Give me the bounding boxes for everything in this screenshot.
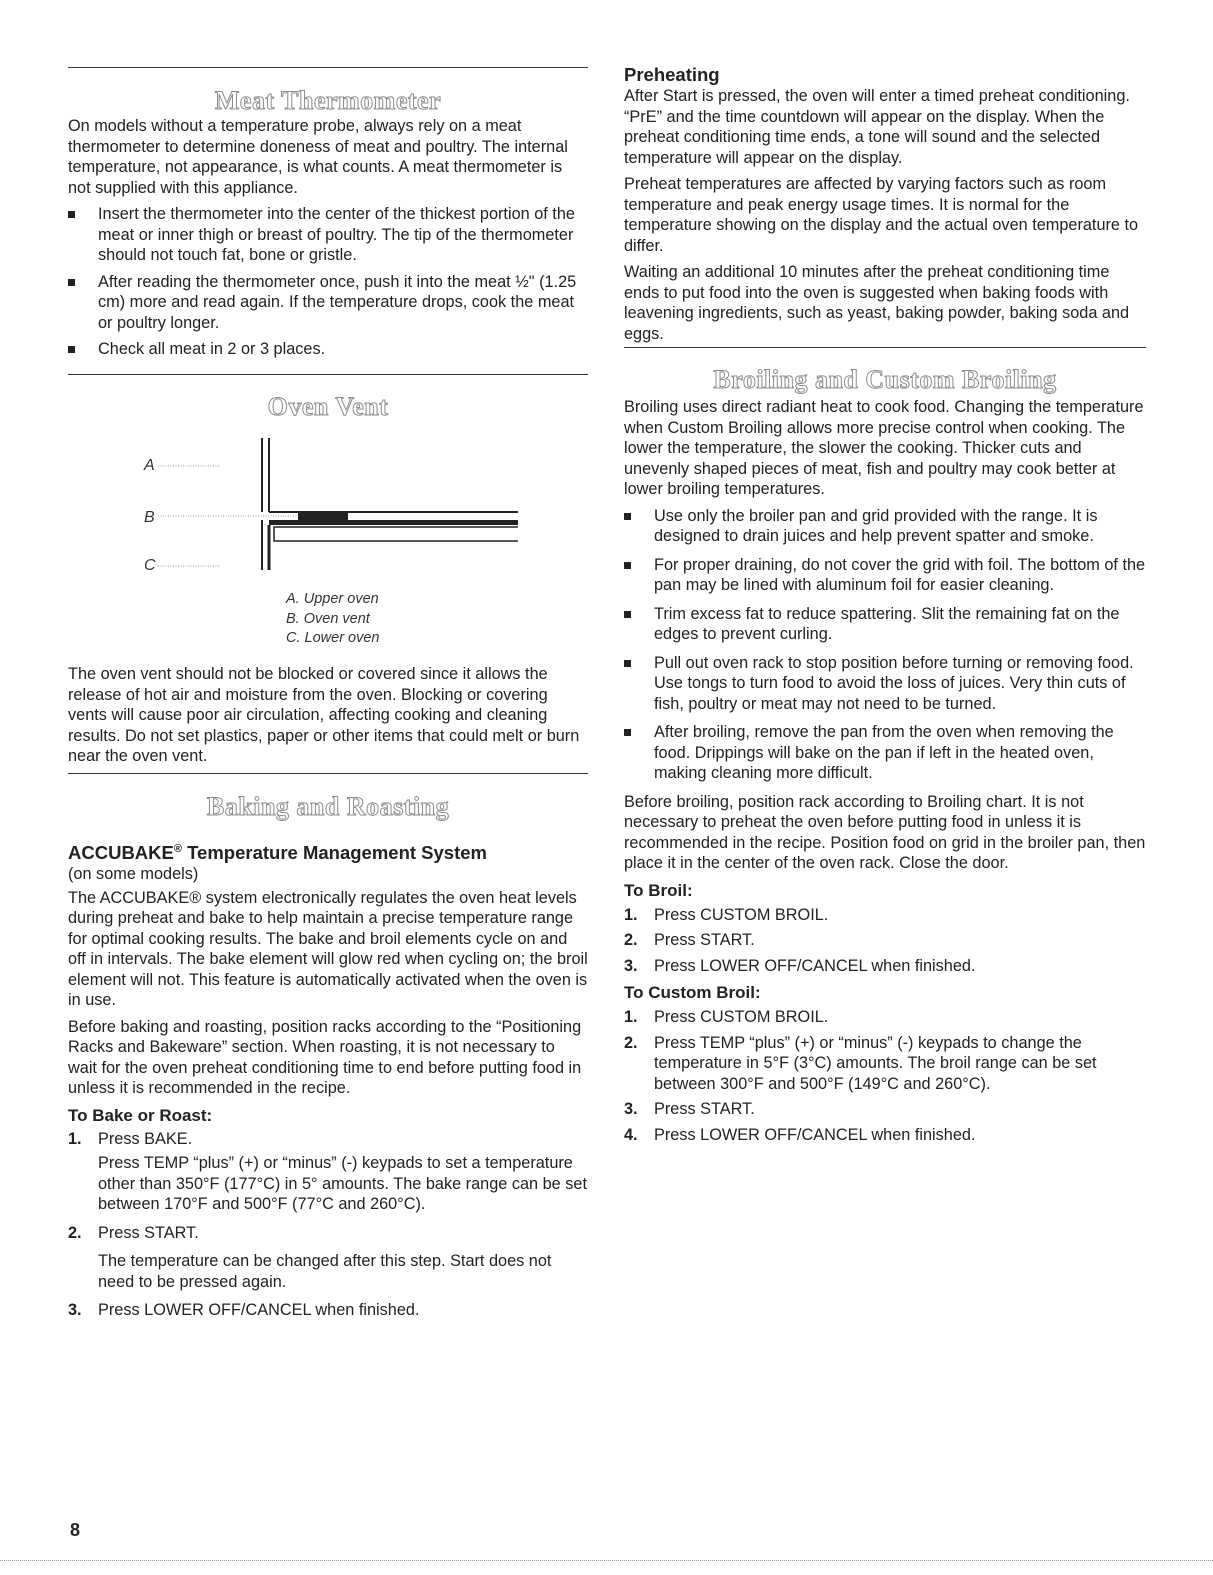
bullet-icon — [624, 562, 631, 569]
to-custom-broil-heading: To Custom Broil: — [624, 983, 761, 1002]
list-item: 1. Press CUSTOM BROIL. — [624, 905, 829, 924]
preheating-heading: Preheating — [624, 64, 720, 85]
list-item: For proper draining, do not cover the grid with foil. The bottom of the pan may be lined with aluminum foil for easier cleaning. — [624, 555, 1146, 596]
broiling-section — [624, 397, 1146, 1145]
list-item: Use only the broiler pan and grid provided with the range. It is designed to drain juices and help prevent spatter and smoke. — [624, 506, 1146, 547]
accubake-subheading: (on some models) — [68, 865, 199, 884]
vent-channel — [274, 527, 518, 541]
oven-vent-diagram — [138, 430, 518, 580]
section-rule — [68, 67, 588, 68]
section-title-baking-roasting: Baking and Roasting — [206, 792, 450, 821]
cooktop-panel — [269, 520, 518, 525]
list-item: Trim excess fat to reduce spattering. Slit the remaining fat on the edges to prevent curling. — [624, 604, 1146, 645]
bullet-icon — [624, 729, 631, 736]
list-item: Check all meat in 2 or 3 places. — [68, 339, 588, 360]
preheating-paragraph-3: Waiting an additional 10 minutes after the preheat conditioning time ends to put food into the oven is suggested when baking foods with leavening ingredients, such as yeast, baking powder, baking soda and eggs. — [624, 263, 1130, 343]
broiling-before-paragraph: Before broiling, position rack according to Broiling chart. It is not necessary to preheat the oven before putting food in unless it is recommended in the recipe. Position food on grid in the broiler pan, then place it in the center of the oven rack. Close the door. — [624, 792, 1146, 872]
broiling-intro: Broiling uses direct radiant heat to cook food. Changing the temperature when Custom Broiling allows more precise control when cooking. The lower the temperature, the slower the cooking. Thicker cuts and unevenly shaped pieces of meat, fish and poultry may cook better at lower broiling temperatures. — [624, 398, 1144, 498]
to-broil-steps — [624, 905, 1146, 977]
preheating-paragraph-1: After Start is pressed, the oven will enter a timed preheat conditioning. “PrE” and the time countdown will appear on the display. When the preheat conditioning time ends, a tone will sound and the selected temperature will appear on the display. — [624, 87, 1130, 167]
oven-vent-body: The oven vent should not be blocked or covered since it allows the release of hot air and moisture from the oven. Blocking or covering vents will cause poor air circulation, affecting cooking and cleaning results. Do not set plastics, paper or other items that could melt or burn near the oven vent. — [68, 665, 580, 765]
bullet-icon — [68, 346, 75, 353]
accubake-paragraph-1: The ACCUBAKE® system electronically regulates the oven heat levels during preheat and bake to help maintain a precise temperature range for optimal cooking results. The bake and broil elements cycle on and off in intervals. The bake element will glow red when cycling on; the broil element will not. This feature is automatically activated when the oven is in use. — [68, 888, 588, 1010]
figure-captions — [286, 590, 380, 649]
section-title-meat-thermometer: Meat Thermometer — [214, 86, 442, 115]
diagram-label-a: A — [144, 457, 155, 474]
preheating-paragraph-2: Preheat temperatures are affected by varying factors such as room temperature and peak energy usage times. It is normal for the temperature showing on the display and the actual oven temperature to differ. — [624, 175, 1139, 255]
broiling-bullets — [624, 506, 1146, 784]
meat-thermometer-intro: On models without a temperature probe, always rely on a meat thermometer to determine doneness of meat and poultry. The internal temperature, not appearance, is what counts. A meat thermometer is not supplied with this appliance. — [68, 117, 568, 197]
preheating-section — [624, 64, 1146, 344]
caption-lower-oven: C. Lower oven — [286, 630, 380, 646]
accubake-heading: ACCUBAKE® Temperature Management System — [68, 842, 487, 864]
list-item: After broiling, remove the pan from the oven when removing the food. Drippings will bake on the pan if left in the heated oven, making cleaning more difficult. — [624, 722, 1146, 784]
diagram-label-b: B — [144, 509, 155, 526]
section-title-broiling: Broiling and Custom Broiling — [713, 365, 1057, 394]
list-item: Insert the thermometer into the center of the thickest portion of the meat or inner thigh or breast of poultry. The tip of the thermometer should not touch fat, bone or gristle. — [68, 204, 588, 266]
accubake-paragraph-2: Before baking and roasting, position racks according to the “Positioning Racks and Bakeware” section. When roasting, it is not necessary to wait for the oven preheat conditioning time to end before putting food in unless it is recommended in the recipe. — [68, 1017, 582, 1098]
page-number: 8 — [70, 1520, 81, 1540]
caption-upper-oven: A. Upper oven — [286, 591, 379, 607]
caption-oven-vent: B. Oven vent — [286, 610, 370, 627]
list-item: 3. Press START. — [624, 1100, 755, 1118]
list-item: Pull out oven rack to stop position before turning or removing food. Use tongs to turn food to avoid the loss of juices. Very thin cuts of fish, poultry or meat may not need to be turned. — [624, 653, 1146, 715]
list-item: 3. Press LOWER OFF/CANCEL when finished. — [624, 956, 976, 975]
bullet-icon — [68, 211, 75, 218]
bullet-icon — [624, 513, 631, 520]
list-item: After reading the thermometer once, push it into the meat ½" (1.25 cm) more and read again. If the temperature drops, cook the meat or poultry longer. — [68, 272, 588, 334]
list-item: 1. Press BAKE. Press TEMP “plus” (+) or “minus” (-) keypads to set a temperature other than 350°F (177°C) in 5° amounts. The bake range can be set between 170°F and 500°F (77°C and 260°C). — [68, 1129, 587, 1214]
list-item: 4. Press LOWER OFF/CANCEL when finished. — [624, 1125, 976, 1144]
meat-thermometer-section — [68, 116, 588, 360]
bullet-icon — [624, 660, 631, 667]
page-bottom-rule — [0, 1560, 1213, 1561]
baking-section — [68, 838, 588, 1321]
list-item: 2. Press START. The temperature can be changed after this step. Start does not need to be pressed again. — [68, 1223, 552, 1291]
list-item: 2. Press TEMP “plus” (+) or “minus” (-) keypads to change the temperature in 5°F (3°C) amounts. The broil range can be set between 300°F and 500°F (149°C and 260°C). — [624, 1033, 1097, 1093]
oven-vent-slot — [298, 512, 348, 520]
meat-thermometer-bullets — [68, 204, 588, 360]
bullet-icon — [68, 279, 75, 286]
to-custom-broil-steps — [624, 1007, 1146, 1145]
section-rule — [624, 347, 1146, 348]
section-rule — [68, 773, 588, 774]
section-rule — [68, 374, 588, 375]
diagram-label-c: C — [144, 557, 156, 574]
to-bake-heading: To Bake or Roast: — [68, 1105, 213, 1125]
bullet-icon — [624, 611, 631, 618]
to-broil-heading: To Broil: — [624, 880, 693, 900]
to-bake-steps — [68, 1129, 588, 1321]
list-item: 1. Press CUSTOM BROIL. — [624, 1008, 829, 1026]
section-title-oven-vent: Oven Vent — [267, 392, 389, 421]
list-item: 2. Press START. — [624, 931, 755, 949]
list-item: 3. Press LOWER OFF/CANCEL when finished. — [68, 1301, 420, 1320]
